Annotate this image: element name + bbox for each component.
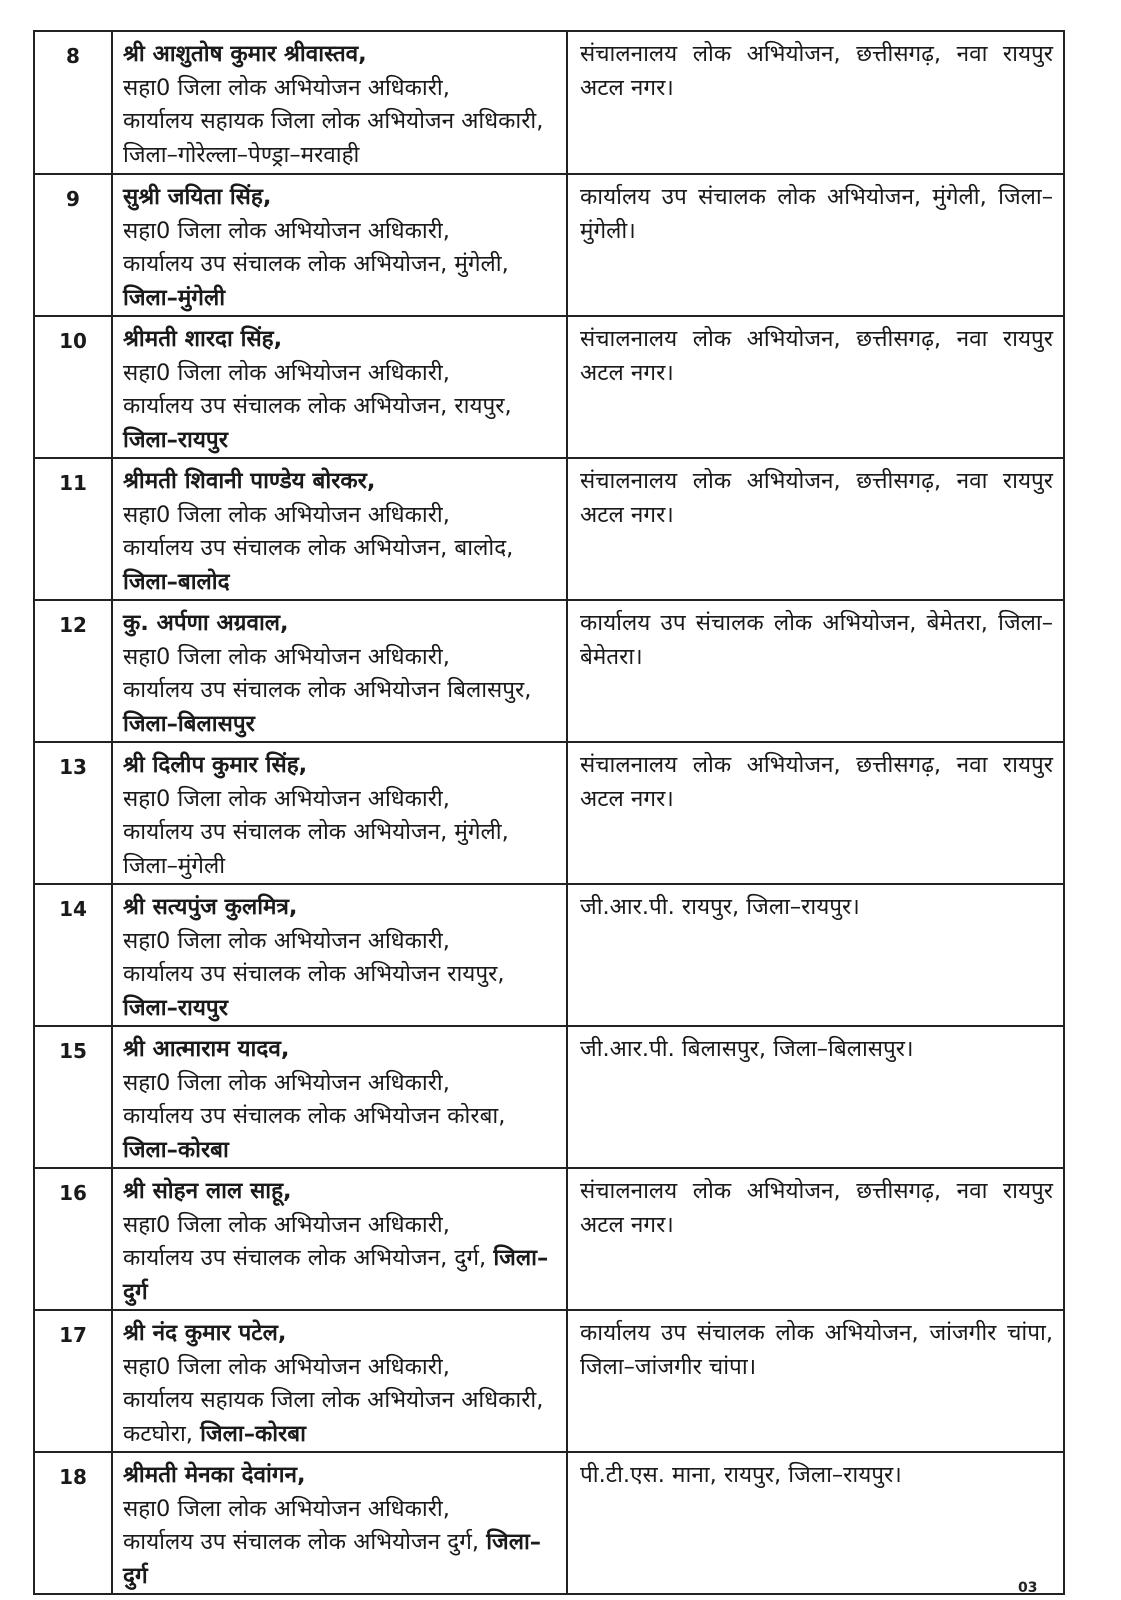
officer-designation: सहा0 जिला लोक अभियोजन अधिकारी, — [123, 1211, 450, 1238]
current-office — [123, 816, 558, 883]
serial-number-cell: 8 — [34, 31, 112, 174]
new-posting-cell: संचालनालय लोक अभियोजन, छत्तीसगढ़, नवा रायपुर अटल नगर। — [567, 458, 1064, 600]
current-office-text: कार्यालय उप संचालक लोक अभियोजन दुर्ग, — [123, 1529, 480, 1555]
new-posting-cell: कार्यालय उप संचालक लोक अभियोजन, मुंगेली, जिला–मुंगेली। — [567, 174, 1064, 316]
new-posting-cell: कार्यालय उप संचालक लोक अभियोजन, जांजगीर चांपा, जिला–जांजगीर चांपा। — [567, 1310, 1064, 1452]
officer-name: श्री सत्यपुंज कुलमित्र, — [123, 894, 298, 920]
table-row — [34, 316, 1064, 458]
current-office-text: कार्यालय सहायक जिला लोक अभियोजन अधिकारी, जिला–गोरेल्ला–पेण्ड्रा–मरवाही — [123, 108, 544, 168]
serial-number-cell: 18 — [34, 1452, 112, 1594]
serial-number-cell: 17 — [34, 1310, 112, 1452]
officer-name: श्री नंद कुमार पटेल, — [123, 1320, 287, 1346]
table-row — [34, 600, 1064, 742]
officer-cell — [112, 1026, 567, 1168]
table-row — [34, 742, 1064, 884]
new-posting-cell: संचालनालय लोक अभियोजन, छत्तीसगढ़, नवा रायपुर अटल नगर। — [567, 1168, 1064, 1310]
current-district: जिला–मुंगेली — [123, 284, 226, 311]
officer-designation: सहा0 जिला लोक अभियोजन अधिकारी, — [123, 501, 450, 528]
table-row — [34, 1452, 1064, 1594]
officer-name: श्रीमती शिवानी पाण्डेय बोरकर, — [123, 468, 376, 494]
current-office — [123, 1242, 558, 1309]
current-district: जिला–रायपुर — [123, 426, 228, 453]
serial-number-cell: 9 — [34, 174, 112, 316]
table-row — [34, 1310, 1064, 1452]
officer-cell — [112, 742, 567, 884]
officer-designation: सहा0 जिला लोक अभियोजन अधिकारी, — [123, 927, 450, 954]
current-office — [123, 532, 558, 599]
table-row — [34, 31, 1064, 174]
current-office-text: कार्यालय उप संचालक लोक अभियोजन रायपुर, — [123, 961, 505, 987]
officer-designation: सहा0 जिला लोक अभियोजन अधिकारी, — [123, 1495, 450, 1522]
serial-number-cell: 15 — [34, 1026, 112, 1168]
current-office — [123, 248, 558, 315]
new-posting-cell: कार्यालय उप संचालक लोक अभियोजन, बेमेतरा, जिला–बेमेतरा। — [567, 600, 1064, 742]
new-posting-cell: जी.आर.पी. बिलासपुर, जिला–बिलासपुर। — [567, 1026, 1064, 1168]
officer-name: श्री आशुतोष कुमार श्रीवास्तव, — [123, 41, 367, 67]
officer-designation: सहा0 जिला लोक अभियोजन अधिकारी, — [123, 1353, 450, 1380]
officer-name: श्री आत्माराम यादव, — [123, 1036, 290, 1062]
officer-designation: सहा0 जिला लोक अभियोजन अधिकारी, — [123, 359, 450, 386]
serial-number-cell: 10 — [34, 316, 112, 458]
current-district: जिला–बालोद — [123, 568, 230, 595]
current-office — [123, 674, 558, 741]
officer-name: कु. अर्पणा अग्रवाल, — [123, 610, 289, 636]
current-office — [123, 105, 558, 172]
current-district: जिला–दुर्ग — [123, 1245, 549, 1305]
serial-number-cell: 13 — [34, 742, 112, 884]
current-district: जिला–कोरबा — [123, 1136, 229, 1163]
officer-designation: सहा0 जिला लोक अभियोजन अधिकारी, — [123, 217, 450, 244]
table-row — [34, 174, 1064, 316]
current-office-text: कार्यालय उप संचालक लोक अभियोजन, बालोद, — [123, 535, 514, 561]
table-row — [34, 1168, 1064, 1310]
table-row — [34, 884, 1064, 1026]
serial-number-cell: 16 — [34, 1168, 112, 1310]
current-office — [123, 1384, 558, 1451]
current-office-text: कार्यालय उप संचालक लोक अभियोजन, मुंगेली, जिला–मुंगेली — [123, 819, 509, 879]
officer-name: श्रीमती मेनका देवांगन, — [123, 1462, 306, 1488]
current-office — [123, 1100, 558, 1167]
officer-cell — [112, 600, 567, 742]
new-posting-cell: पी.टी.एस. माना, रायपुर, जिला–रायपुर। — [567, 1452, 1064, 1594]
serial-number-cell: 11 — [34, 458, 112, 600]
table-row — [34, 1026, 1064, 1168]
officer-name: सुश्री जयिता सिंह, — [123, 184, 272, 210]
new-posting-cell: संचालनालय लोक अभियोजन, छत्तीसगढ़, नवा रायपुर अटल नगर। — [567, 31, 1064, 174]
current-office-text: कार्यालय उप संचालक लोक अभियोजन, मुंगेली, — [123, 251, 509, 277]
officer-name: श्री सोहन लाल साहू, — [123, 1178, 292, 1204]
current-office — [123, 1526, 558, 1593]
serial-number-cell: 12 — [34, 600, 112, 742]
new-posting-cell: संचालनालय लोक अभियोजन, छत्तीसगढ़, नवा रायपुर अटल नगर। — [567, 742, 1064, 884]
current-office-text: कार्यालय उप संचालक लोक अभियोजन, दुर्ग, — [123, 1245, 487, 1271]
current-office — [123, 958, 558, 1025]
serial-number-cell: 14 — [34, 884, 112, 1026]
officer-designation: सहा0 जिला लोक अभियोजन अधिकारी, — [123, 785, 450, 812]
current-office-text: कार्यालय उप संचालक लोक अभियोजन कोरबा, — [123, 1103, 506, 1129]
current-district: जिला–दुर्ग — [123, 1529, 542, 1589]
officer-cell — [112, 1310, 567, 1452]
new-posting-cell: संचालनालय लोक अभियोजन, छत्तीसगढ़, नवा रायपुर अटल नगर। — [567, 316, 1064, 458]
current-district: जिला–बिलासपुर — [123, 710, 255, 737]
officer-designation: सहा0 जिला लोक अभियोजन अधिकारी, — [123, 643, 450, 670]
officer-cell — [112, 174, 567, 316]
officer-name: श्रीमती शारदा सिंह, — [123, 326, 283, 352]
current-district: जिला–कोरबा — [200, 1420, 306, 1447]
officer-cell — [112, 31, 567, 174]
officer-designation: सहा0 जिला लोक अभियोजन अधिकारी, — [123, 74, 450, 101]
officer-designation: सहा0 जिला लोक अभियोजन अधिकारी, — [123, 1069, 450, 1096]
current-district: जिला–रायपुर — [123, 994, 228, 1021]
table-row — [34, 458, 1064, 600]
officer-name: श्री दिलीप कुमार सिंह, — [123, 752, 308, 778]
current-office-text: कार्यालय सहायक जिला लोक अभियोजन अधिकारी, कटघोरा, — [123, 1387, 544, 1447]
new-posting-cell: जी.आर.पी. रायपुर, जिला–रायपुर। — [567, 884, 1064, 1026]
transfer-table — [33, 30, 1065, 1595]
current-office-text: कार्यालय उप संचालक लोक अभियोजन बिलासपुर, — [123, 677, 532, 703]
officer-cell — [112, 884, 567, 1026]
officer-cell — [112, 316, 567, 458]
current-office — [123, 390, 558, 457]
page-number: 03 — [1018, 1580, 1038, 1596]
officer-cell — [112, 1168, 567, 1310]
current-office-text: कार्यालय उप संचालक लोक अभियोजन, रायपुर, — [123, 393, 512, 419]
officer-cell — [112, 1452, 567, 1594]
officer-cell — [112, 458, 567, 600]
